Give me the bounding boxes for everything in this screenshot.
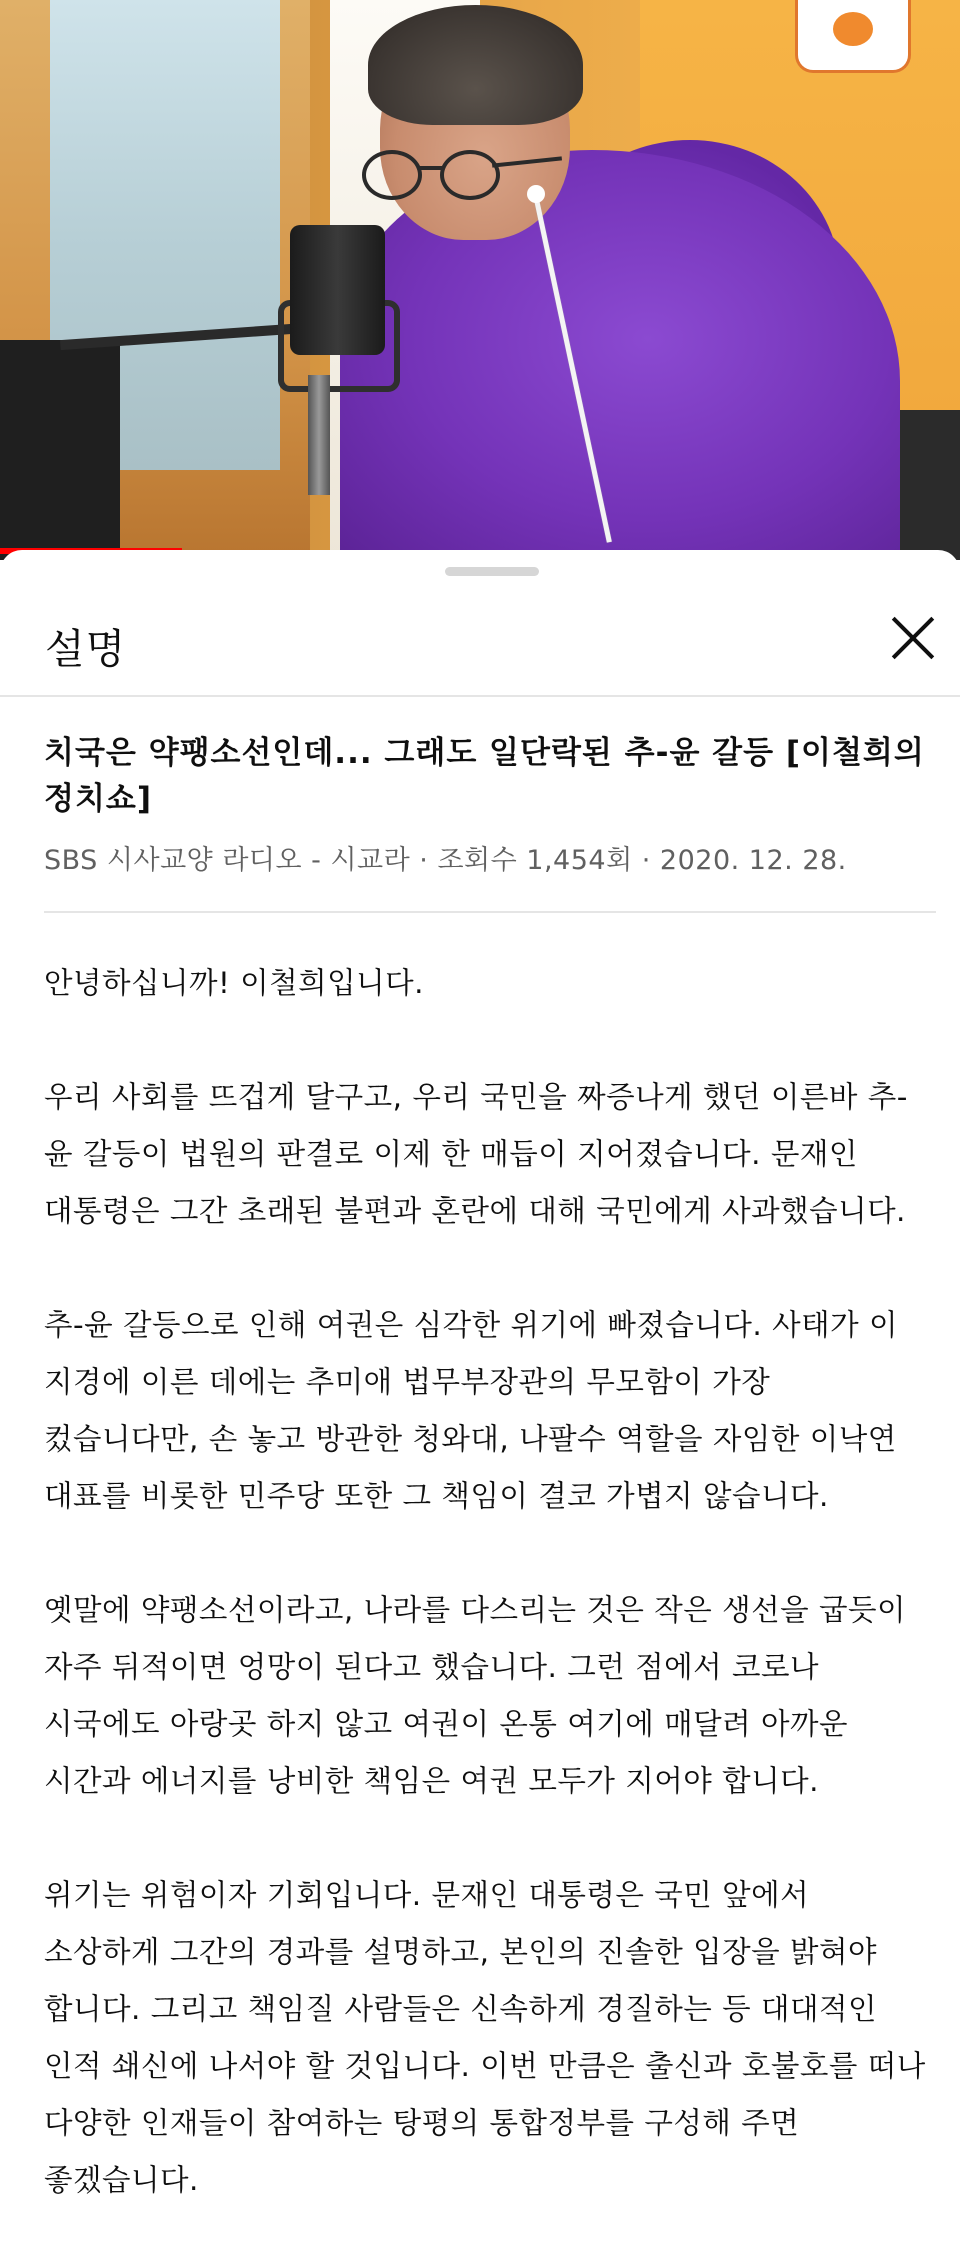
description-line: 다양한 인재들이 참여하는 탕평의 통합정부를 구성해 주면 [44,2106,800,2140]
description-line: 좋겠습니다. [44,2163,199,2197]
description-line: 안녕하십니까! 이철희입니다. [44,966,425,1000]
description-line: 대표를 비롯한 민주당 또한 그 책임이 결코 가볍지 않습니다. [44,1479,829,1513]
description-content [44,730,944,2266]
description-line: 추-윤 갈등으로 인해 여권은 심각한 위기에 빠졌습니다. 사태가 이 [44,1308,898,1342]
description-line: 컸습니다만, 손 놓고 방관한 청와대, 나팔수 역할을 자임한 이낙연 [44,1422,897,1456]
drag-handle[interactable] [445,567,539,576]
monitor [0,340,120,560]
description-paragraph [44,1069,944,1240]
content-divider [44,911,936,913]
microphone [290,225,385,355]
description-line: 위기는 위험이자 기회입니다. 문재인 대통령은 국민 앞에서 [44,1878,810,1912]
description-line: 합니다. 그리고 책임질 사람들은 신속하게 경질하는 등 대대적인 [44,1992,877,2026]
glasses-lens-left [362,150,422,200]
video-title [44,730,944,822]
description-line: 옛말에 약팽소선이라고, 나라를 다스리는 것은 작은 생선을 굽듯이 [44,1593,906,1627]
glasses-lens-right [440,150,500,200]
description-line: 인적 쇄신에 나서야 할 것입니다. 이번 만큼은 출신과 호불호를 떠나 [44,2049,926,2083]
earphone [527,185,545,203]
description-line: 우리 사회를 뜨겁게 달구고, 우리 국민을 짜증나게 했던 이른바 추- [44,1080,908,1114]
description-line: 소상하게 그간의 경과를 설명하고, 본인의 진솔한 입장을 밝혀야 [44,1935,877,1969]
description-line: 윤 갈등이 법원의 판결로 이제 한 매듭이 지어졌습니다. 문재인 [44,1137,858,1171]
description-line: 지경에 이른 데에는 추미애 법무부장관의 무모함이 가장 [44,1365,771,1399]
description-sheet [0,550,960,2217]
video-title-line: 치국은 약팽소선인데... 그래도 일단락된 추-윤 갈등 [이철희의 [44,735,925,771]
description-line: 자주 뒤적이면 엉망이 된다고 했습니다. 그런 점에서 코로나 [44,1650,819,1684]
glasses-bridge [418,166,442,170]
description-line: 대통령은 그간 초래된 불편과 혼란에 대해 국민에게 사과했습니다. [44,1194,906,1228]
close-icon[interactable] [885,610,941,666]
header-divider [0,695,960,697]
mic-stem [308,375,330,495]
description-paragraph [44,1867,944,2209]
description-text [44,955,944,2209]
video-title-line: 정치쇼] [44,781,153,817]
description-paragraph [44,1297,944,1525]
station-logo [795,0,911,73]
description-line: 시간과 에너지를 낭비한 책임은 여권 모두가 지어야 합니다. [44,1764,819,1798]
description-line: 시국에도 아랑곳 하지 않고 여권이 온통 여기에 매달려 아까운 [44,1707,848,1741]
description-paragraph [44,1582,944,1810]
person-hair [368,5,583,125]
sheet-header [0,580,960,690]
sheet-title: 설명 [45,625,127,673]
video-meta: SBS 시사교양 라디오 - 시교라 · 조회수 1,454회 · 2020. 12. 28. [44,845,847,876]
description-paragraph [44,955,944,1012]
video-player[interactable] [0,0,960,560]
